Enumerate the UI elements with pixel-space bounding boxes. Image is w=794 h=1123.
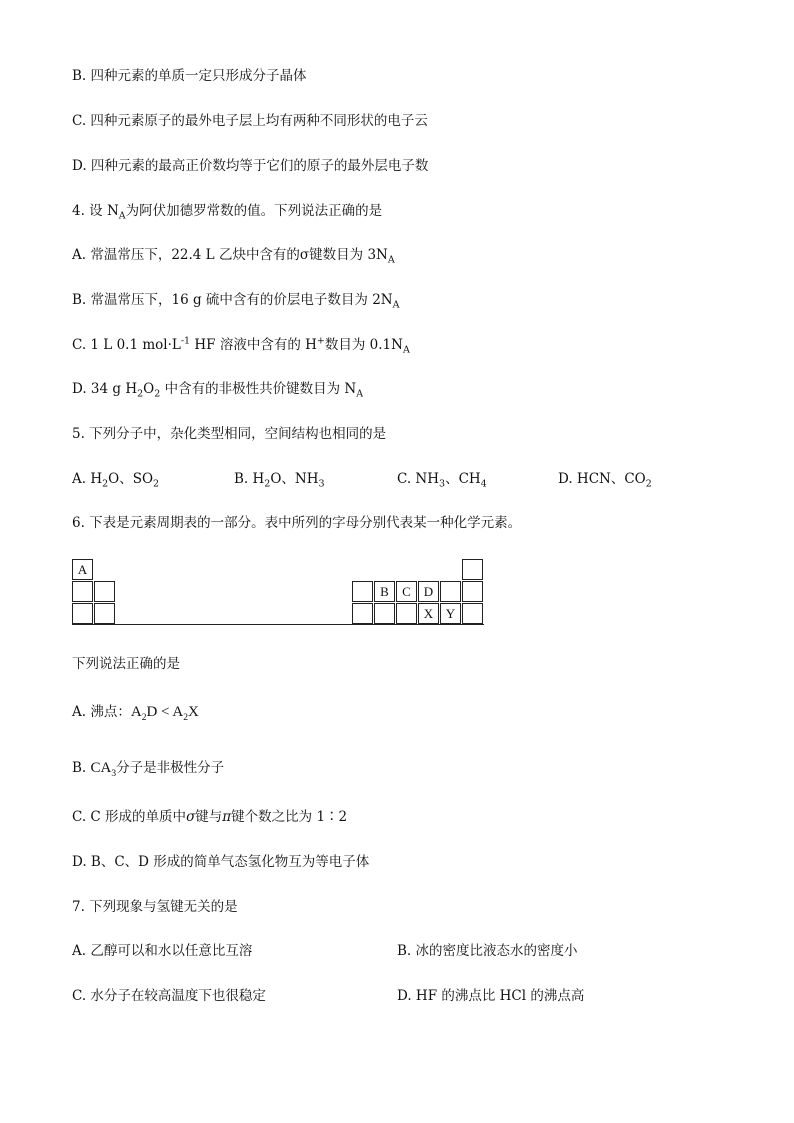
periodic-table-fragment — [72, 559, 484, 625]
q3-option-d: D. 四种元素的最高正价数均等于它们的原子的最外层电子数 — [72, 158, 429, 174]
cell-empty — [462, 559, 483, 580]
q6-option-a: A. 沸点：$A_2D < A_2X$ — [72, 704, 199, 723]
cell-empty — [94, 581, 115, 602]
sigma-symbol: σ — [186, 809, 196, 825]
q5-option-d: D. HCN、$CO_2$ — [558, 471, 652, 490]
q7-option-d: D. HF 的沸点比 HCl 的沸点高 — [397, 988, 585, 1004]
q5-option-a: A. $H_2O$、$SO_2$ — [72, 471, 160, 490]
q4-option-d: D. 34 g $H_2O_2$ 中含有的非极性共价键数目为 $N_A$ — [72, 381, 364, 400]
q4-stem: 4. 设 $N_A$为阿伏加德罗常数的值。下列说法正确的是 — [72, 203, 383, 222]
cell-empty — [374, 603, 395, 624]
q7-option-a: A. 乙醇可以和水以任意比互溶 — [72, 943, 253, 959]
cell-y: Y — [440, 603, 461, 624]
q5-option-c: C. $NH_3$、$CH_4$ — [397, 471, 487, 490]
q7-option-c: C. 水分子在较高温度下也很稳定 — [72, 988, 266, 1004]
cell-d: D — [418, 581, 439, 602]
cell-empty — [440, 581, 461, 602]
q4-option-a: A. 常温常压下，22.4 L 乙炔中含有的σ键数目为 $3N_A$ — [72, 247, 395, 266]
pi-symbol: π — [222, 809, 232, 825]
cell-empty — [94, 603, 115, 624]
cell-empty — [462, 603, 483, 624]
cell-empty — [396, 603, 417, 624]
cell-c: C — [396, 581, 417, 602]
q4-option-c: C. 1 L 0.1 $mol\cdot L^{-1}$ HF 溶液中含有的 H+数目为 $0.1N_A$ — [72, 335, 410, 356]
q5-option-b: B. $H_2O$、$NH_3$ — [234, 471, 325, 490]
q3-option-c: C. 四种元素原子的最外电子层上均有两种不同形状的电子云 — [72, 113, 428, 129]
q7-stem: 7. 下列现象与氢键无关的是 — [72, 899, 238, 915]
cell-empty — [462, 581, 483, 602]
q4-option-b: B. 常温常压下，16 g 硫中含有的价层电子数目为 $2N_A$ — [72, 292, 400, 311]
cell-b: B — [374, 581, 395, 602]
q6-option-c: C. C 形成的单质中σ键与π键个数之比为 1∶2 — [72, 809, 348, 825]
table-baseline — [72, 624, 484, 625]
q7-option-b: B. 冰的密度比液态水的密度小 — [397, 943, 578, 959]
q6-option-b: B. $CA_3$分子是非极性分子 — [72, 760, 225, 779]
cell-empty — [352, 603, 373, 624]
q6-prompt: 下列说法正确的是 — [72, 656, 180, 672]
q3-option-b: B. 四种元素的单质一定只形成分子晶体 — [72, 68, 307, 84]
q6-option-d: D. B、C、D 形成的简单气态氢化物互为等电子体 — [72, 854, 370, 870]
q6-stem: 6. 下表是元素周期表的一部分。表中所列的字母分别代表某一种化学元素。 — [72, 515, 522, 531]
q5-stem: 5. 下列分子中，杂化类型相同，空间结构也相同的是 — [72, 426, 387, 442]
cell-empty — [72, 581, 93, 602]
cell-a: A — [72, 559, 93, 580]
cell-empty — [352, 581, 373, 602]
cell-empty — [72, 603, 93, 624]
cell-x: X — [418, 603, 439, 624]
